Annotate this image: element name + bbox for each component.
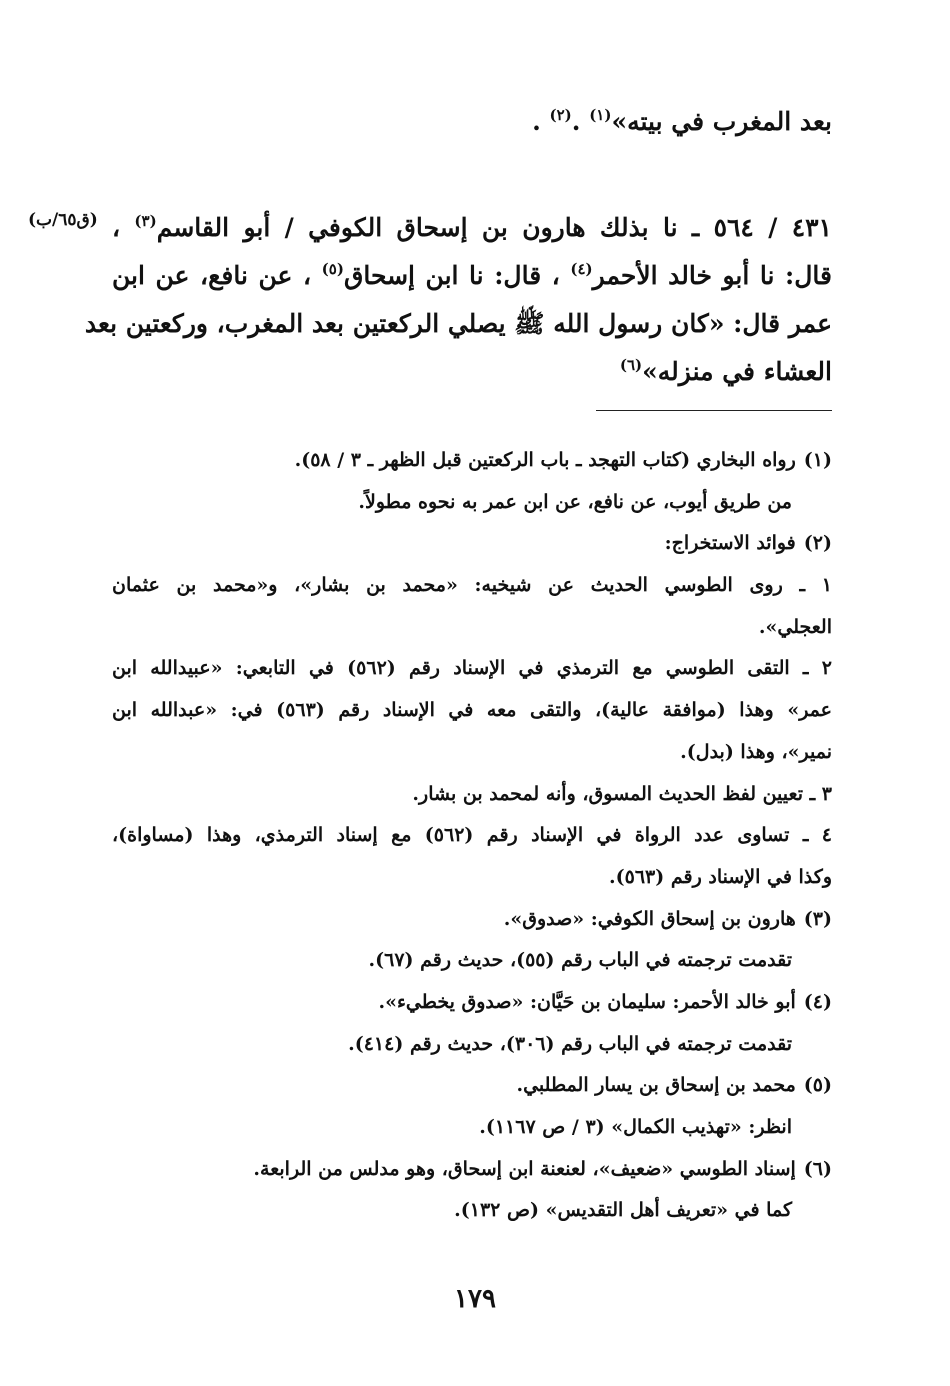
footnote-number: (١) [803,449,832,471]
footnote-2-point-1: ١ ـ روى الطوسي الحديث عن شيخيه: «محمد بن بشار»، و«محمد بن عثمان [112,574,832,597]
page-number: ١٧٩ [454,1284,496,1314]
footnote-5-cont: انظر: «تهذيب الكمال» (٣ / ص ١١٦٧). [479,1116,792,1138]
hadith-line [112,204,832,252]
hadith-line [112,252,832,300]
footnote-2-point-3: ٣ ـ تعيين لفظ الحديث المسوق، وأنه لمحمد بن بشار. [412,782,832,805]
hadith-matn-end: العشاء في منزله» [642,357,832,386]
footnote-1-cont: من طريق أيوب، عن نافع، عن ابن عمر به نحوه مطولاً. [358,490,792,513]
hadith-isnad-text: قال: نا أبو خالد الأحمر [592,261,833,290]
footnote-ref-1[interactable]: (١) [589,106,612,124]
footnote-3-cont: تقدمت ترجمته في الباب رقم (٥٥)، حديث رقم (٦٧). [368,949,792,972]
footnote-number: (٦) [803,1157,832,1180]
footnote-2-point-2-end: نمير»، وهذا (بدل). [680,740,832,763]
footnotes-block [112,440,832,1232]
continuation-text: بعد المغرب في بيته» [611,107,832,136]
hadith-isnad-text: ، قال: نا ابن إسحاق [343,261,571,290]
hadith-punct: ، [112,213,135,242]
footnote-number: (٣) [803,907,832,930]
continuation-punct: . [571,107,590,136]
footnote-ref-5[interactable]: (٥) [321,260,344,278]
footnote-ref-4[interactable]: (٤) [570,260,593,278]
footnote-6 [112,1149,832,1191]
footnote-number: (٤) [803,990,832,1013]
footnote-2-point-4-cont: وكذا في الإسناد رقم (٥٦٣). [609,865,832,888]
footnote-1 [112,440,832,482]
footnote-5 [112,1065,832,1107]
hadith-block [84,204,833,396]
hadith-isnad-text: ، عن نافع، عن ابن [112,261,322,290]
footnote-6-cont: كما في «تعريف أهل التقديس» (ص ١٣٢). [454,1199,792,1222]
footnote-text: أبو خالد الأحمر: سليمان بن حَيَّان: «صدوق يخطيء». [378,990,796,1013]
footnote-2-point-4: ٤ ـ تساوى عدد الرواة في الإسناد رقم (٥٦٢) مع إسناد الترمذي، وهذا (مساواة)، [112,824,833,847]
footnote-number: (٢) [803,532,832,555]
footnote-3 [112,899,832,941]
footnote-2 [112,523,832,565]
footnote-2-point-1-cont: العجلي». [758,615,832,638]
footnote-title: فوائد الاستخراج: [664,532,796,555]
hadith-isnad-start: ٤٣١ / ٥٦٤ ـ نا بذلك هارون بن إسحاق الكوفي / أبو القاسم [156,213,832,242]
footnote-4-cont: تقدمت ترجمته في الباب رقم (٣٠٦)، حديث رقم (٤١٤). [348,1032,792,1055]
footnote-text: هارون بن إسحاق الكوفي: «صدوق». [503,907,796,930]
continuation-end: . [532,107,550,136]
footnote-ref-2[interactable]: (٢) [549,106,572,124]
folio-marker: (ق٦٥/ب) [28,210,98,230]
hadith-line [112,348,832,396]
footnote-ref-6[interactable]: (٦) [619,356,643,374]
footnote-2-point-2: ٢ ـ التقى الطوسي مع الترمذي في الإسناد رقم (٥٦٢) في التابعي: «عبيدالله ابن [112,657,832,680]
footnote-4 [112,982,832,1024]
footnote-number: (٥) [803,1074,832,1097]
footnote-ref-3[interactable]: (٣) [134,212,157,230]
footnote-text: إسناد الطوسي «ضعيف»، لعنعنة ابن إسحاق، وهو مدلس من الرابعة. [253,1157,796,1180]
hadith-line: عمر قال: «كان رسول الله ﷺ يصلي الركعتين بعد المغرب، وركعتين بعد [84,309,832,338]
footnote-text: محمد بن إسحاق بن يسار المطلبي. [516,1074,796,1097]
footnote-text: رواه البخاري (كتاب التهجد ـ باب الركعتين قبل الظهر ـ ٣ / ٥٨). [294,449,796,471]
continuation-line [112,100,832,144]
footnote-divider [596,410,832,411]
footnote-2-point-2-cont: عمر» وهذا (موافقة عالية)، والتقى معه في الإسناد رقم (٥٦٣) في: «عبدالله ابن [112,699,832,722]
